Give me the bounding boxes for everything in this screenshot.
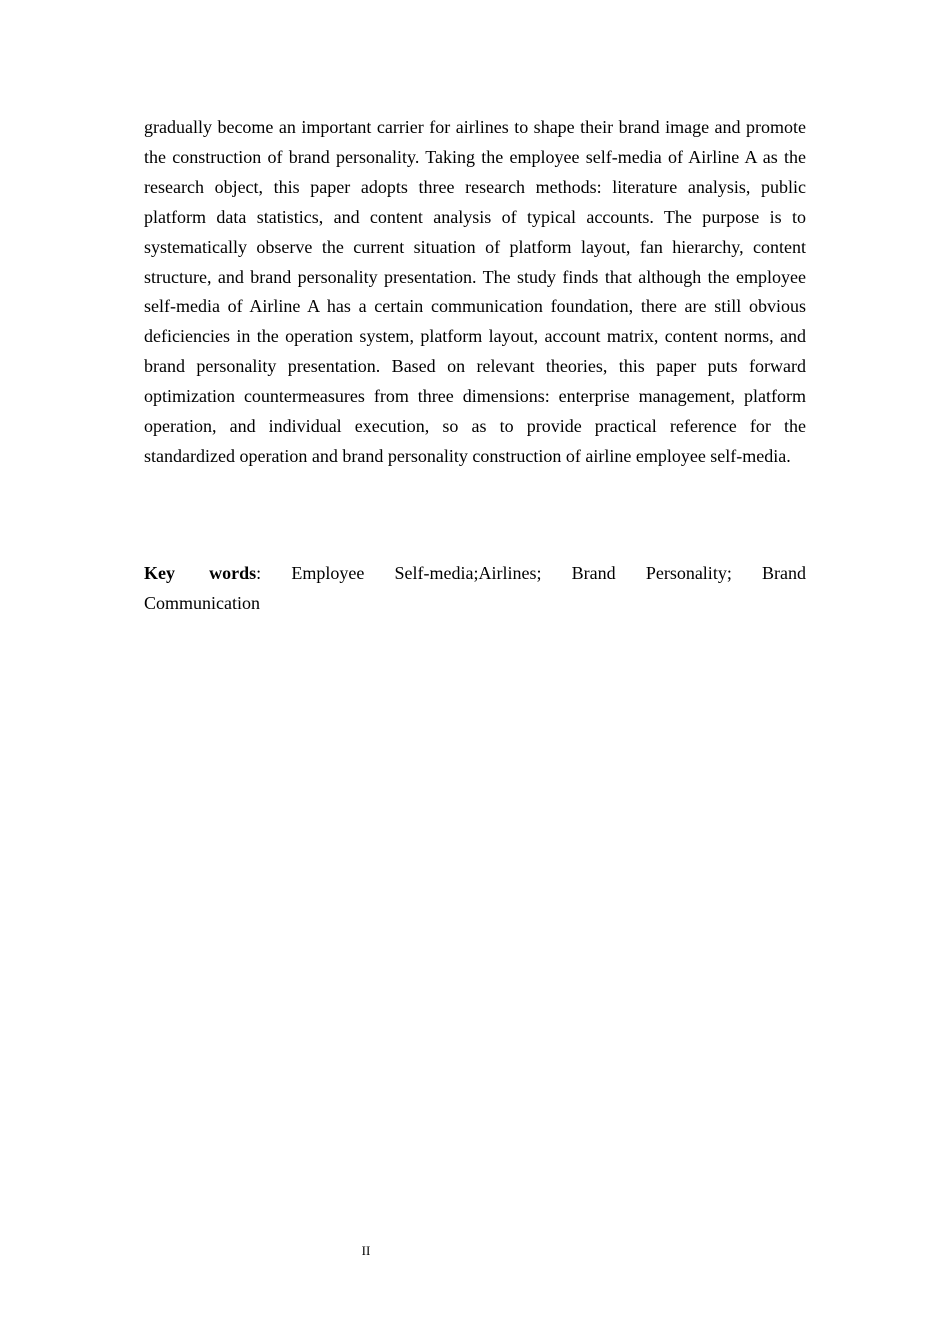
keywords-label: Key words xyxy=(144,563,257,583)
keywords-line xyxy=(144,559,806,619)
keywords-list: Employee Self-media;Airlines; Brand Personality; Brand Communication xyxy=(144,563,806,613)
abstract-paragraph: gradually become an important carrier for airlines to shape their brand image and promote the construction of brand personality. Taking the employee self-media of Airline A as the research object, this paper adopts three research methods: literature analysis, public platform data statistics, and content analysis of typical accounts. The purpose is to systematically observe the current situation of platform layout, fan hierarchy, content structure, and brand personality presentation. The study finds that although the employee self-media of Airline A has a certain communication foundation, there are still obvious deficiencies in the operation system, platform layout, account matrix, content norms, and brand personality presentation. Based on relevant theories, this paper puts forward optimization countermeasures from three dimensions: enterprise management, platform operation, and individual execution, so as to provide practical reference for the standardized operation and brand personality construction of airline employee self-media. xyxy=(144,117,806,466)
keywords-separator: : xyxy=(256,563,262,583)
page-number: II xyxy=(361,1243,371,1258)
